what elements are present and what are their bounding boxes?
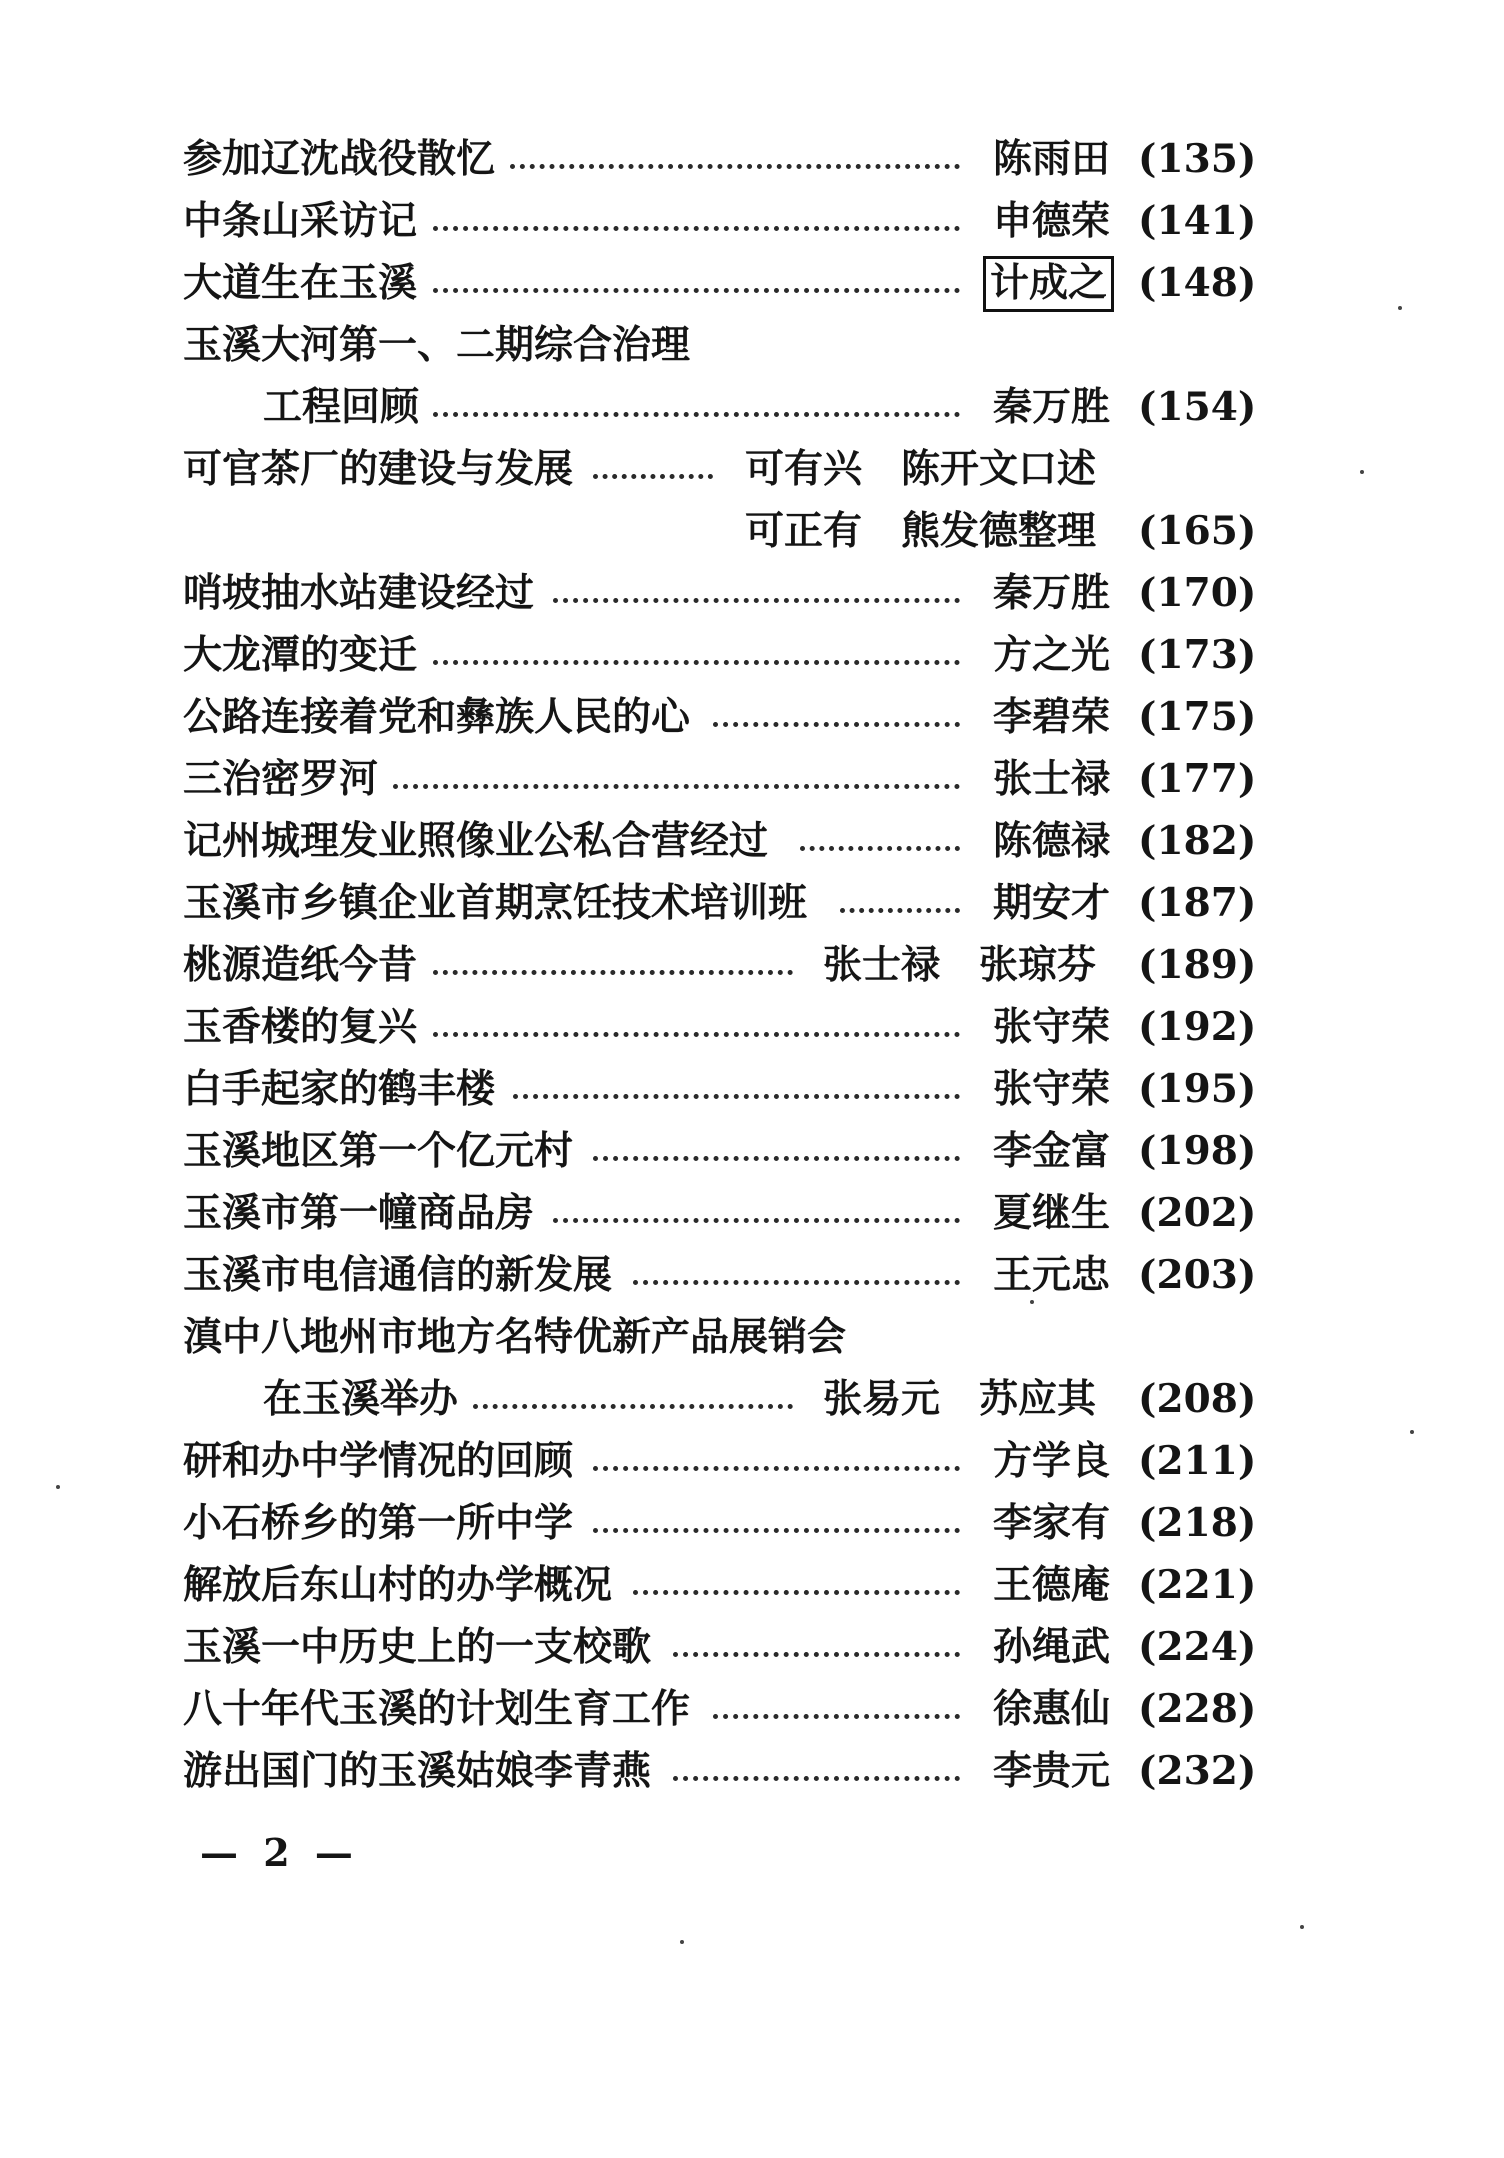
toc-title: 可官茶厂的建设与发展: [183, 446, 574, 492]
toc-author: 孙绳武: [993, 1624, 1111, 1670]
leader-dots: [673, 1652, 960, 1657]
leader-dots: [800, 846, 960, 851]
toc-page-number: (192): [1138, 1004, 1257, 1050]
scan-speck: [1410, 1430, 1414, 1434]
toc-page-number: (221): [1138, 1562, 1257, 1608]
toc-page-number: (198): [1138, 1128, 1257, 1174]
leader-dots: [513, 1094, 960, 1099]
toc-page-number: (195): [1138, 1066, 1257, 1112]
toc-page-number: (182): [1138, 818, 1257, 864]
toc-author: 夏继生: [993, 1190, 1111, 1236]
toc-author: 李金富: [993, 1128, 1111, 1174]
toc-page-number: (211): [1138, 1438, 1257, 1484]
leader-dots: [553, 598, 960, 603]
toc-entry: [0, 626, 1504, 684]
scan-speck: [1398, 306, 1402, 310]
toc-title: 玉香楼的复兴: [183, 1004, 418, 1050]
page-number: — 2 —: [200, 1830, 359, 1875]
toc-title: 玉溪地区第一个亿元村: [183, 1128, 574, 1174]
toc-author: 期安才: [993, 880, 1111, 926]
toc-page-number: (148): [1138, 260, 1257, 306]
toc-entry: [0, 1184, 1504, 1242]
toc-page-number: (154): [1138, 384, 1257, 430]
toc-title: 记州城理发业照像业公私合营经过: [183, 818, 769, 864]
toc-entry: [0, 316, 1504, 374]
toc-title: 中条山采访记: [183, 198, 418, 244]
toc-title: 玉溪大河第一、二期综合治理: [183, 322, 691, 368]
leader-dots: [510, 164, 960, 169]
toc-title: 滇中八地州市地方名特优新产品展销会: [183, 1314, 847, 1360]
toc-author: 可有兴 陈开文口述: [745, 446, 1097, 492]
toc-page-number: (202): [1138, 1190, 1257, 1236]
leader-dots: [433, 288, 960, 293]
leader-dots: [593, 1466, 960, 1471]
toc-author: 张易元 苏应其: [823, 1376, 1097, 1422]
scan-speck: [1360, 470, 1364, 474]
toc-entry: [0, 192, 1504, 250]
toc-author: 申德荣: [993, 198, 1111, 244]
toc-author: 方学良: [993, 1438, 1111, 1484]
leader-dots: [593, 1528, 960, 1533]
toc-entry: [0, 874, 1504, 932]
toc-title: 白手起家的鹤丰楼: [183, 1066, 496, 1112]
toc-author: 陈雨田: [993, 136, 1111, 182]
toc-entry: [0, 1308, 1504, 1366]
toc-author: 方之光: [993, 632, 1111, 678]
scan-speck: [1030, 1300, 1034, 1304]
toc-entry: [0, 1432, 1504, 1490]
toc-entry: [0, 1742, 1504, 1800]
toc-page-number: (175): [1138, 694, 1257, 740]
toc-author: 张士禄 张琼芬: [823, 942, 1097, 988]
toc-title: 桃源造纸今昔: [183, 942, 418, 988]
toc-author: 李家有: [993, 1500, 1111, 1546]
toc-author: 徐惠仙: [993, 1686, 1111, 1732]
toc-title: 哨坡抽水站建设经过: [183, 570, 535, 616]
toc-title: 八十年代玉溪的计划生育工作: [183, 1686, 691, 1732]
toc-page-number: (189): [1138, 942, 1257, 988]
toc-entry: [0, 1494, 1504, 1552]
toc-title: 参加辽沈战役散忆: [183, 136, 496, 182]
leader-dots: [713, 1714, 960, 1719]
leader-dots: [473, 1404, 793, 1409]
toc-entry: [0, 1680, 1504, 1738]
toc-title: 三治密罗河: [183, 756, 379, 802]
toc-entry: [0, 1246, 1504, 1304]
toc-author: 李贵元: [993, 1748, 1111, 1794]
toc-entry: [0, 750, 1504, 808]
toc-page-number: (232): [1138, 1748, 1257, 1794]
toc-title: 游出国门的玉溪姑娘李青燕: [183, 1748, 652, 1794]
toc-page-number: (141): [1138, 198, 1257, 244]
leader-dots: [433, 970, 793, 975]
scan-speck: [56, 1485, 60, 1489]
toc-title: 玉溪市电信通信的新发展: [183, 1252, 613, 1298]
toc-title: 解放后东山村的办学概况: [183, 1562, 613, 1608]
toc-title: 在玉溪举办: [263, 1376, 459, 1422]
toc-entry: [0, 440, 1504, 498]
toc-entry: [0, 378, 1504, 436]
scan-speck: [680, 1940, 684, 1944]
toc-entry: [0, 1556, 1504, 1614]
leader-dots: [633, 1590, 960, 1595]
leader-dots: [433, 660, 960, 665]
leader-dots: [433, 226, 960, 231]
toc-author: 王元忠: [993, 1252, 1111, 1298]
toc-page-number: (173): [1138, 632, 1257, 678]
toc-page-number: (218): [1138, 1500, 1257, 1546]
toc-page-number: (203): [1138, 1252, 1257, 1298]
toc-title: 大龙潭的变迁: [183, 632, 418, 678]
leader-dots: [553, 1218, 960, 1223]
toc-title: 大道生在玉溪: [183, 260, 418, 306]
toc-entry: [0, 254, 1504, 312]
toc-page-number: (208): [1138, 1376, 1257, 1422]
toc-author: 张守荣: [993, 1004, 1111, 1050]
leader-dots: [593, 474, 713, 479]
toc-page-number: (177): [1138, 756, 1257, 802]
toc-title: 玉溪市乡镇企业首期烹饪技术培训班: [183, 880, 808, 926]
leader-dots: [393, 784, 960, 789]
toc-page-number: (165): [1138, 508, 1257, 554]
toc-page-number: (187): [1138, 880, 1257, 926]
scan-speck: [1300, 1925, 1304, 1929]
toc-title: 工程回顾: [263, 384, 420, 430]
toc-author: 秦万胜: [993, 570, 1111, 616]
toc-entry: [0, 1060, 1504, 1118]
leader-dots: [840, 908, 960, 913]
toc-entry: [0, 936, 1504, 994]
toc-author: 张守荣: [993, 1066, 1111, 1112]
leader-dots: [633, 1280, 960, 1285]
toc-entry: [0, 564, 1504, 622]
toc-page-number: (135): [1138, 136, 1257, 182]
toc-author: 秦万胜: [993, 384, 1111, 430]
toc-entry: [0, 1618, 1504, 1676]
toc-title: 玉溪市第一幢商品房: [183, 1190, 535, 1236]
leader-dots: [713, 722, 960, 727]
toc-author: 张士禄: [993, 756, 1111, 802]
toc-entry: [0, 812, 1504, 870]
toc-entry: [0, 1122, 1504, 1180]
leader-dots: [433, 412, 960, 417]
toc-author: 陈德禄: [993, 818, 1111, 864]
leader-dots: [593, 1156, 960, 1161]
toc-entry: [0, 688, 1504, 746]
toc-page-number: (228): [1138, 1686, 1257, 1732]
toc-title: 玉溪一中历史上的一支校歌: [183, 1624, 652, 1670]
toc-author-boxed: 计成之: [983, 256, 1114, 312]
toc-entry: [0, 998, 1504, 1056]
toc-entry: [0, 502, 1504, 560]
toc-page-number: (170): [1138, 570, 1257, 616]
toc-title: 公路连接着党和彝族人民的心: [183, 694, 691, 740]
leader-dots: [673, 1776, 960, 1781]
toc-author: 李碧荣: [993, 694, 1111, 740]
toc-author: 王德庵: [993, 1562, 1111, 1608]
leader-dots: [433, 1032, 960, 1037]
toc-title: 研和办中学情况的回顾: [183, 1438, 574, 1484]
toc-page-number: (224): [1138, 1624, 1257, 1670]
toc-author: 可正有 熊发德整理: [745, 508, 1097, 554]
toc-entry: [0, 130, 1504, 188]
toc-title: 小石桥乡的第一所中学: [183, 1500, 574, 1546]
toc-entry: [0, 1370, 1504, 1428]
